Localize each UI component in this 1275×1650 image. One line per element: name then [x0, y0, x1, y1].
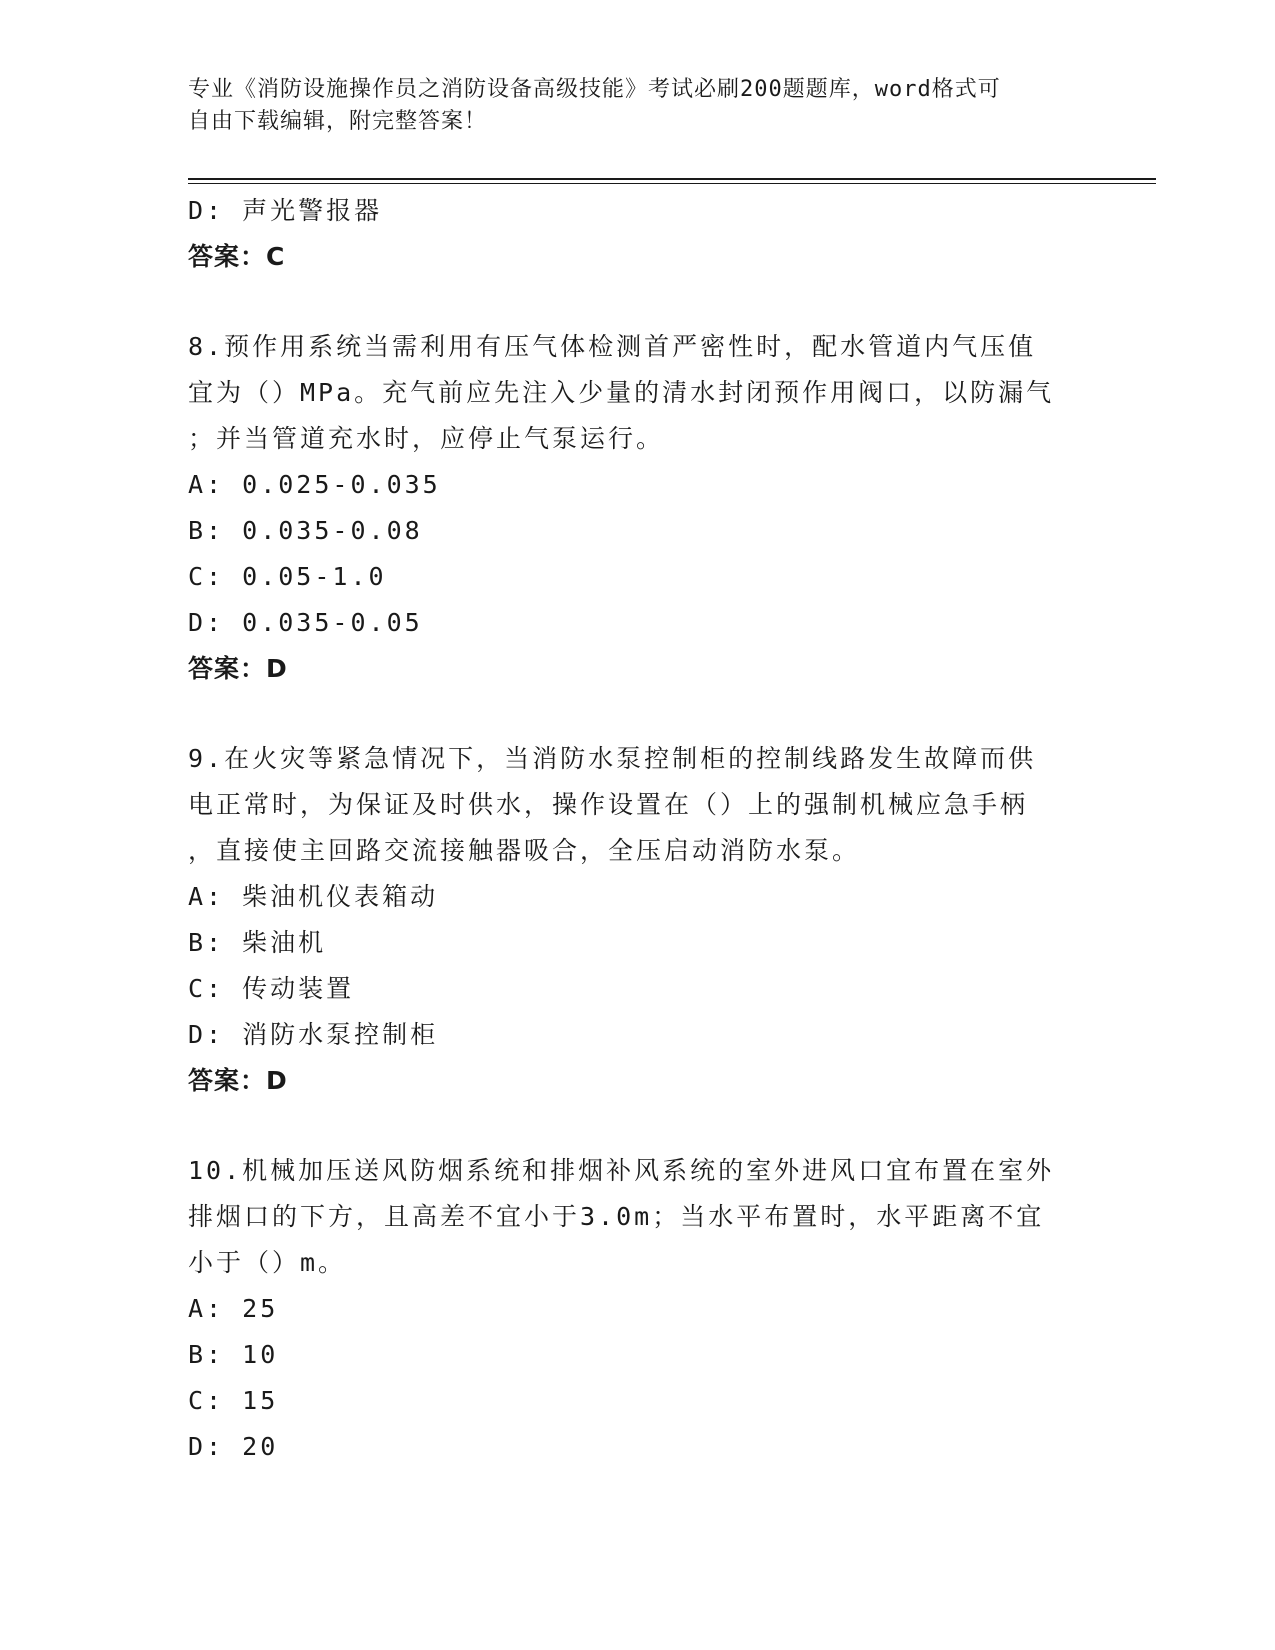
answer: 答案：D — [188, 1066, 288, 1095]
option-b: B: 0.035-0.08 — [188, 516, 423, 545]
option-d: D: 消防水泵控制柜 — [188, 1020, 439, 1049]
option-d: D: 20 — [188, 1432, 279, 1461]
header-line-2: 自由下载编辑，附完整答案！ — [188, 109, 488, 134]
answer: 答案：D — [188, 654, 288, 683]
option-c: C: 15 — [188, 1386, 279, 1415]
question-text-line: 电正常时，为保证及时供水，操作设置在（）上的强制机械应急手柄 — [188, 790, 1029, 819]
option-a: A: 柴油机仪表箱动 — [188, 882, 439, 911]
option-c: C: 0.05-1.0 — [188, 562, 387, 591]
question-text-line: ，直接使主回路交流接触器吸合，全压启动消防水泵。 — [188, 836, 861, 865]
question-text-line: 宜为（）MPa。充气前应先注入少量的清水封闭预作用阀口，以防漏气 — [188, 378, 1055, 407]
header-divider-thick — [188, 178, 1156, 180]
question-text-line: ；并当管道充水时，应停止气泵运行。 — [188, 424, 665, 453]
question-text-line: 8.预作用系统当需利用有压气体检测首严密性时，配水管道内气压值 — [188, 332, 1037, 361]
option-b: B: 10 — [188, 1340, 279, 1369]
question-text-line: 小于（）m。 — [188, 1248, 347, 1277]
question-text-line: 10.机械加压送风防烟系统和排烟补风系统的室外进风口宜布置在室外 — [188, 1156, 1055, 1185]
header-line-1: 专业《消防设施操作员之消防设备高级技能》考试必刷200题题库，word格式可 — [188, 77, 1001, 102]
question-10 — [188, 1148, 1088, 1470]
prev-option-d: D: 声光警报器 — [188, 196, 383, 225]
question-9 — [188, 736, 1088, 1104]
prev-answer: 答案：C — [188, 242, 286, 271]
question-8 — [188, 324, 1088, 692]
option-b: B: 柴油机 — [188, 928, 327, 957]
option-d: D: 0.035-0.05 — [188, 608, 423, 637]
option-a: A: 0.025-0.035 — [188, 470, 441, 499]
question-text-line: 排烟口的下方，且高差不宜小于3.0m；当水平布置时，水平距离不宜 — [188, 1202, 1045, 1231]
question-text-line: 9.在火灾等紧急情况下，当消防水泵控制柜的控制线路发生故障而供 — [188, 744, 1037, 773]
question-content — [188, 188, 1088, 1470]
option-a: A: 25 — [188, 1294, 279, 1323]
document-header — [188, 74, 1068, 138]
option-c: C: 传动装置 — [188, 974, 355, 1003]
header-divider-thin — [188, 183, 1156, 184]
